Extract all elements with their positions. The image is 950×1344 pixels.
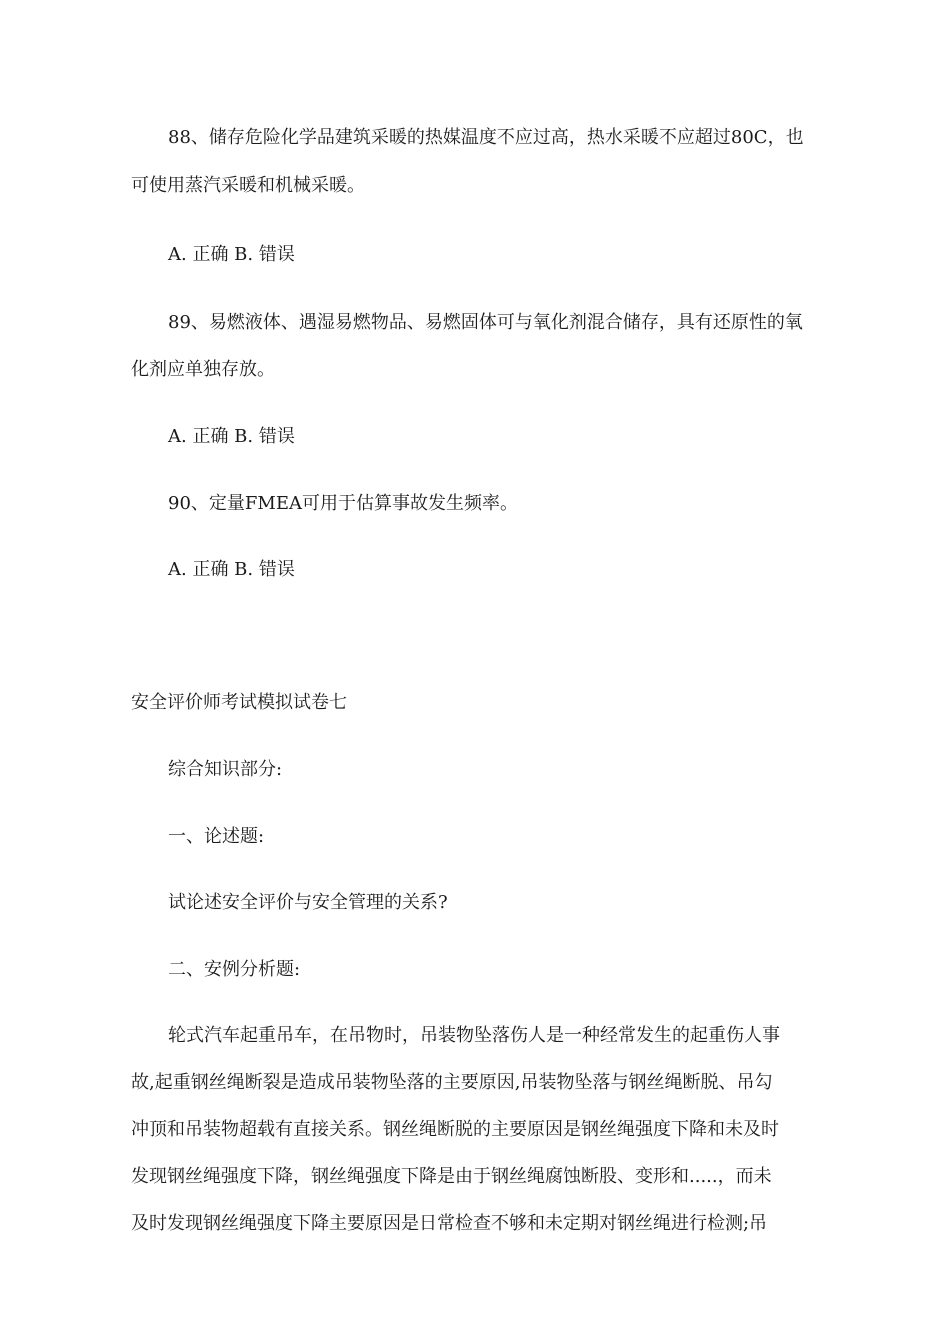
question-88-options: A. 正确 B. 错误 <box>168 244 295 265</box>
question-89-line-1: 89、易燃液体、遇湿易燃物品、易燃固体可与氧化剂混合储存，具有还原性的氧 <box>168 312 803 333</box>
part-2-heading: 二、安例分析题: <box>168 959 301 980</box>
case-paragraph-line: 冲顶和吊装物超载有直接关系。钢丝绳断脱的主要原因是钢丝绳强度下降和未及时 <box>131 1119 779 1140</box>
case-paragraph-line: 及时发现钢丝绳强度下降主要原因是日常检查不够和未定期对钢丝绳进行检测;吊 <box>131 1213 768 1234</box>
question-89-line-2: 化剂应单独存放。 <box>131 359 275 380</box>
case-paragraph-line: 发现钢丝绳强度下降，钢丝绳强度下降是由于钢丝绳腐蚀断股、变形和.....，而未 <box>131 1166 772 1187</box>
question-88-line-1: 88、储存危险化学品建筑采暖的热媒温度不应过高，热水采暖不应超过80C，也 <box>168 127 804 148</box>
question-88-line-2: 可使用蒸汽采暖和机械采暖。 <box>131 175 365 196</box>
question-90-line-1: 90、定量FMEA可用于估算事故发生频率。 <box>168 493 518 514</box>
question-90-options: A. 正确 B. 错误 <box>168 559 295 580</box>
exam-title: 安全评价师考试模拟试卷七 <box>131 692 347 713</box>
case-paragraph-line: 轮式汽车起重吊车，在吊物时，吊装物坠落伤人是一种经常发生的起重伤人事 <box>168 1025 780 1046</box>
case-paragraph-line: 故,起重钢丝绳断裂是造成吊装物坠落的主要原因,吊装物坠落与钢丝绳断脱、吊勾 <box>131 1072 773 1093</box>
question-89-options: A. 正确 B. 错误 <box>168 426 295 447</box>
section-heading: 综合知识部分: <box>168 759 283 780</box>
part-1-heading: 一、论述题: <box>168 826 265 847</box>
part-1-question: 试论述安全评价与安全管理的关系? <box>168 892 448 913</box>
